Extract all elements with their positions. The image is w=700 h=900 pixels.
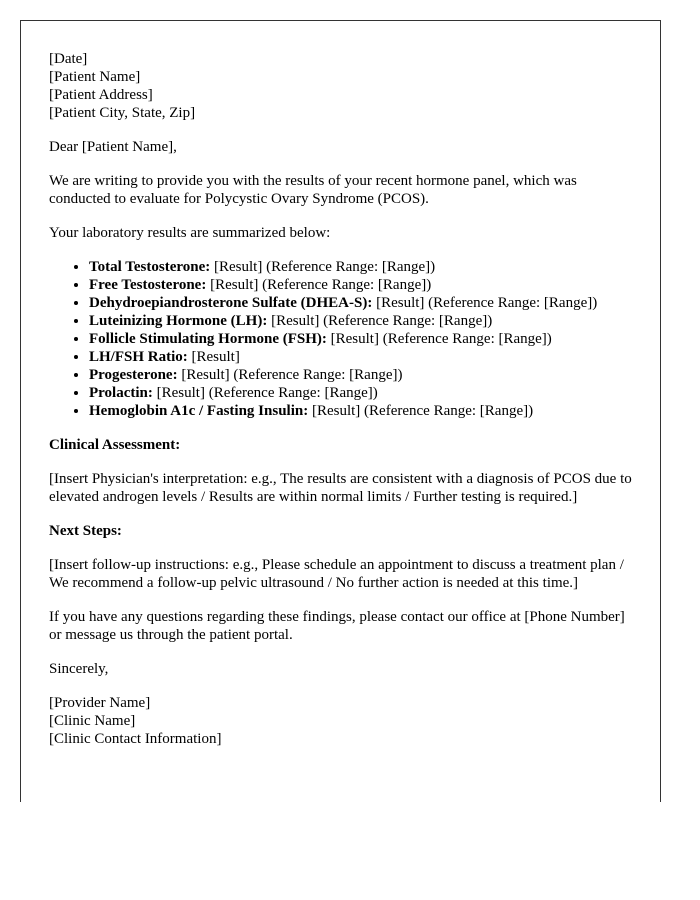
result-label: Total Testosterone: [89,259,211,275]
contact-text: If you have any questions regarding these findings, please contact our office at [Phone Number] or message us through the patient portal. [49,609,625,643]
result-label: LH/FSH Ratio: [89,349,188,365]
result-value: [Result] (Reference Range: [Range]) [152,385,378,401]
closing: Sincerely, [49,661,109,677]
provider-name: [Provider Name] [49,695,151,711]
result-item [89,258,632,276]
results-list [49,258,632,420]
result-value: [Result] [187,349,240,365]
patient-city: [Patient City, State, Zip] [49,105,196,121]
summary-intro: Your laboratory results are summarized below: [49,225,331,241]
result-item [89,330,632,348]
signature-block [49,694,632,748]
result-label: Hemoglobin A1c / Fasting Insulin: [89,403,309,419]
result-item [89,294,632,312]
result-label: Prolactin: [89,385,153,401]
assessment-heading [49,436,632,454]
assessment-heading-text: Clinical Assessment: [49,437,181,453]
result-value: [Result] (Reference Range: [Range]) [206,277,432,293]
result-item [89,276,632,294]
letter-page [20,20,661,802]
result-item [89,384,632,402]
intro: We are writing to provide you with the results of your recent hormone panel, which was conducted to evaluate for Polycystic Ovary Syndrome (PCOS). [49,173,577,207]
result-value: [Result] (Reference Range: [Range]) [267,313,493,329]
result-value: [Result] (Reference Range: [Range]) [308,403,534,419]
clinic-name: [Clinic Name] [49,713,136,729]
recipient-block [49,50,632,122]
result-value: [Result] (Reference Range: [Range]) [372,295,598,311]
result-label: Dehydroepiandrosterone Sulfate (DHEA-S): [89,295,373,311]
result-value: [Result] (Reference Range: [Range]) [210,259,436,275]
next-steps-heading [49,522,632,540]
result-label: Progesterone: [89,367,178,383]
salutation: Dear [Patient Name], [49,139,177,155]
date: [Date] [49,51,88,67]
result-label: Follicle Stimulating Hormone (FSH): [89,331,327,347]
result-item [89,366,632,384]
result-item [89,348,632,366]
assessment-text: [Insert Physician's interpretation: e.g., The results are consistent with a diagnosis of PCOS due to elevated androgen levels / Results are within normal limits / Further testing is required.] [49,471,632,505]
result-label: Luteinizing Hormone (LH): [89,313,268,329]
patient-name: [Patient Name] [49,69,141,85]
patient-address: [Patient Address] [49,87,153,103]
next-steps-text: [Insert follow-up instructions: e.g., Please schedule an appointment to discuss a treatment plan / We recommend a follow-up pelvic ultrasound / No further action is needed at this time.] [49,557,624,591]
next-steps-heading-text: Next Steps: [49,523,122,539]
result-label: Free Testosterone: [89,277,207,293]
result-item [89,402,632,420]
result-value: [Result] (Reference Range: [Range]) [326,331,552,347]
result-item [89,312,632,330]
clinic-contact: [Clinic Contact Information] [49,731,222,747]
result-value: [Result] (Reference Range: [Range]) [177,367,403,383]
